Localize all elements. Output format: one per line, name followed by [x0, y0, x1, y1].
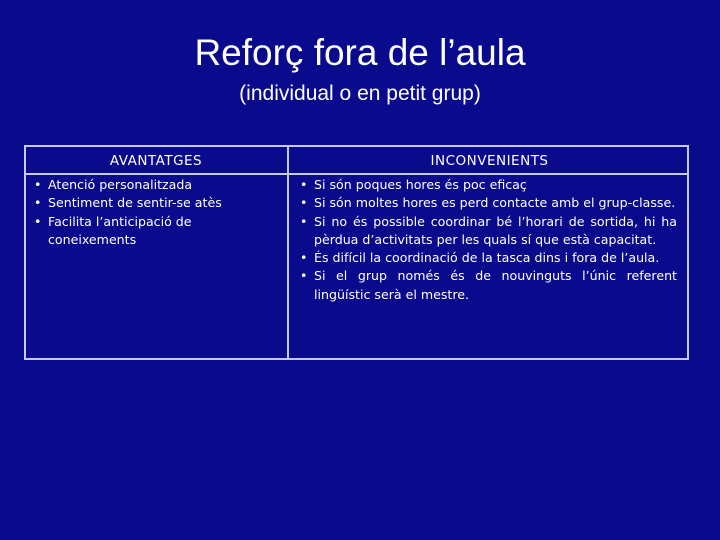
list-item	[294, 267, 677, 304]
list-item	[28, 176, 264, 194]
comparison-table	[24, 145, 689, 360]
bullet-icon: •	[34, 213, 42, 229]
disadvantage-text: Si no és possible coordinar bé l’horari de sortida, hi ha pèrdua d’activitats per les quals sí que està capacitat.	[314, 213, 677, 247]
disadvantage-text: Si són moltes hores es perd contacte amb el grup-classe.	[314, 195, 676, 211]
bullet-icon: •	[300, 268, 308, 284]
bullet-icon: •	[34, 195, 42, 211]
disadvantage-text: Si el grup només és de nouvinguts l’únic referent lingüístic serà el mestre.	[314, 268, 677, 302]
bullet-icon: •	[300, 250, 308, 266]
list-item	[294, 176, 677, 194]
column-divider	[287, 145, 289, 360]
advantage-text: Facilita l’anticipació de coneixements	[48, 213, 192, 247]
bullet-icon: •	[34, 177, 42, 192]
disadvantage-text: Si són poques hores és poc eficaç	[314, 177, 527, 192]
slide-subtitle: (individual o en petit grup)	[239, 82, 481, 105]
list-item	[28, 213, 264, 250]
bullet-icon: •	[300, 213, 308, 229]
advantage-text: Sentiment de sentir-se atès	[48, 195, 222, 211]
advantages-header: AVANTATGES	[109, 153, 203, 169]
advantages-list	[28, 176, 264, 249]
disadvantages-header: INCONVENIENTS	[430, 153, 549, 169]
advantage-text: Atenció personalitzada	[48, 177, 193, 192]
list-item	[294, 249, 677, 267]
list-item	[294, 194, 677, 212]
header-divider	[24, 173, 689, 175]
list-item	[294, 213, 677, 250]
list-item	[28, 194, 264, 212]
disadvantage-text: És difícil la coordinació de la tasca dins i fora de l’aula.	[314, 250, 660, 266]
bullet-icon: •	[300, 177, 308, 192]
bullet-icon: •	[300, 195, 308, 211]
slide-title: Reforç fora de l’aula	[194, 32, 526, 73]
disadvantages-list	[294, 176, 677, 304]
